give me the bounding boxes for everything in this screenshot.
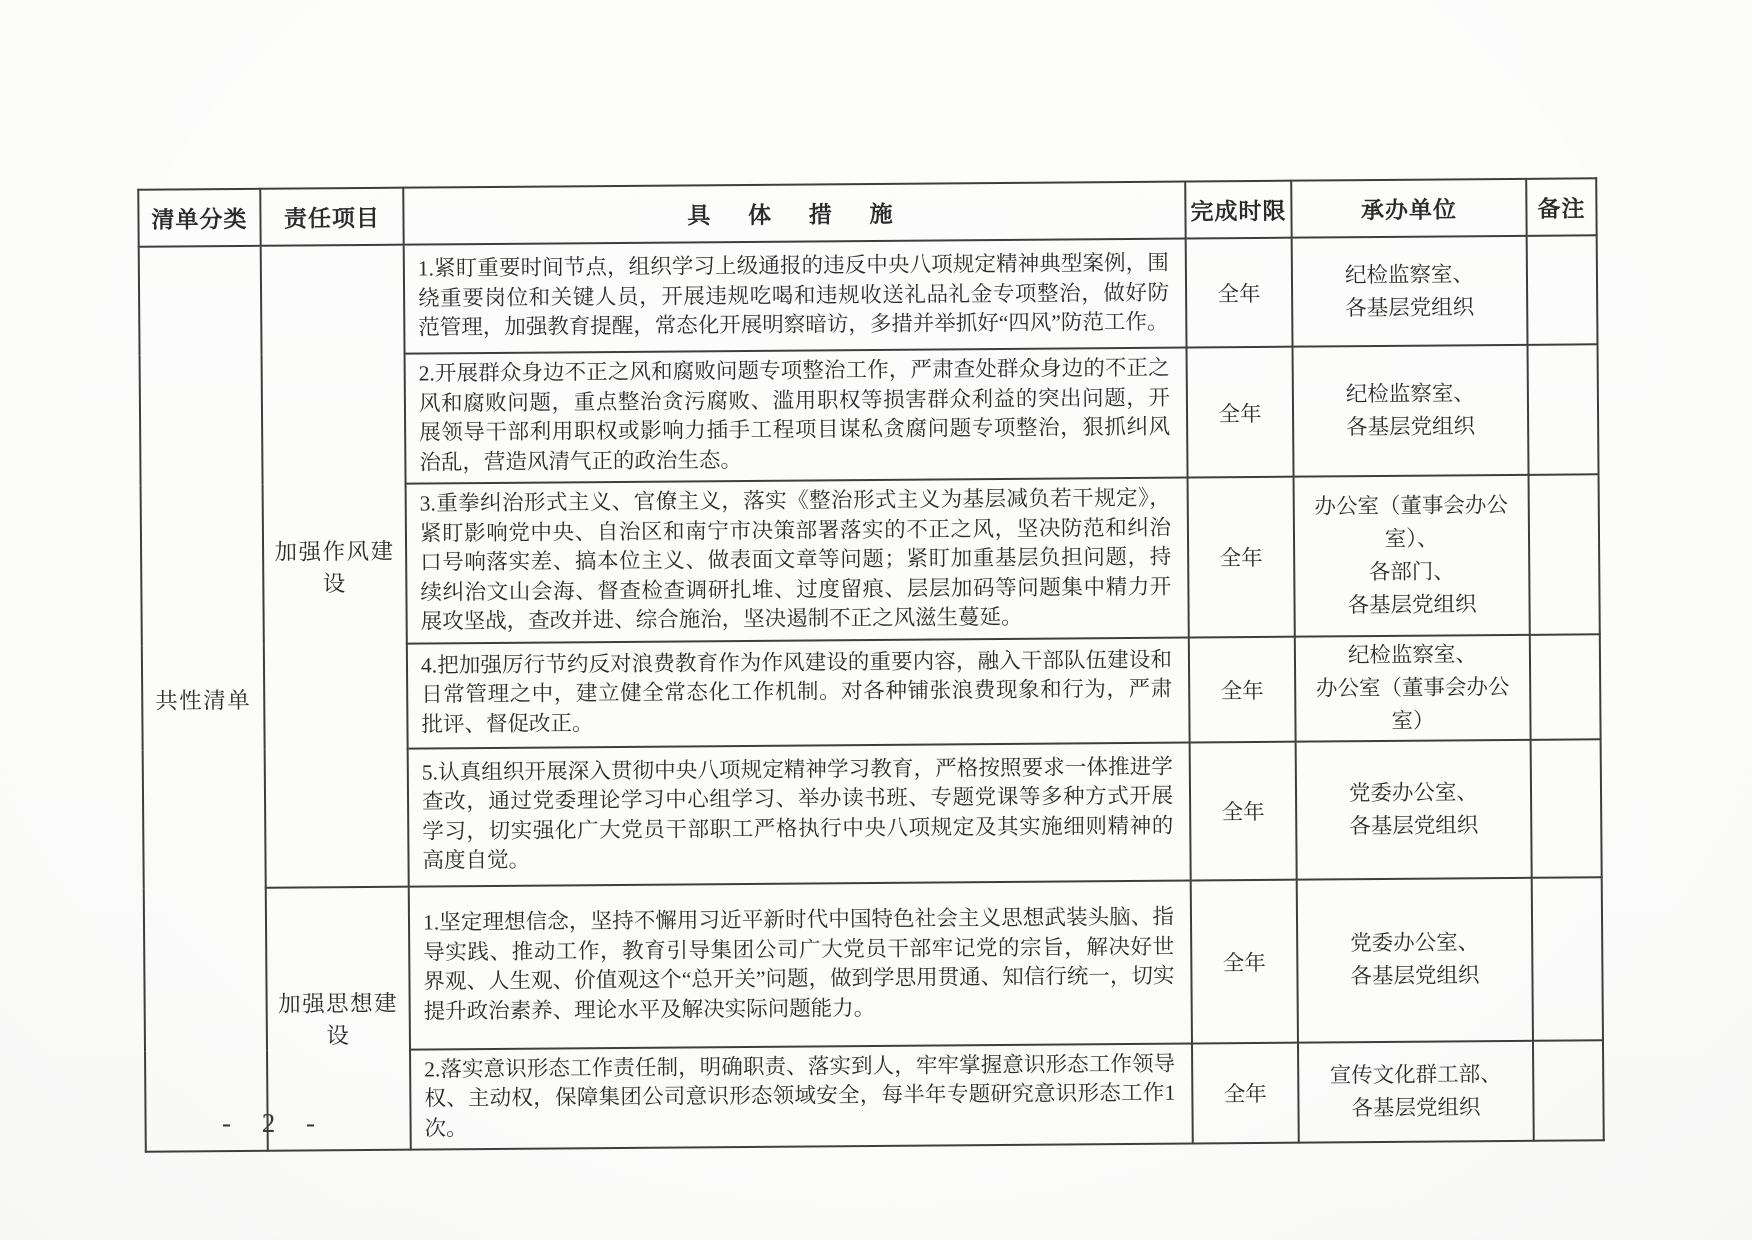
unit-cell: 办公室（董事会办公室）、 各部门、 各基层党组织 [1294, 475, 1530, 636]
header-category: 清单分类 [138, 189, 260, 247]
remark-cell [1527, 235, 1598, 345]
remark-cell [1528, 344, 1599, 475]
project-cell-ideology: 加强思想建设 [266, 886, 411, 1151]
measure-cell: 1.坚定理想信念，坚持不懈用习近平新时代中国特色社会主义思想武装头脑、指导实践、推动工作，教育引导集团公司广大党员干部牢记党的宗旨，解决好世界观、人生观、价值观这个“总开关”问题，做到学思用贯通、知信行统一，切实提升政治素养、理论水平及解决实际问题能力。 [409, 880, 1192, 1049]
header-unit: 承办单位 [1291, 179, 1526, 238]
remark-cell [1531, 739, 1602, 878]
deadline-cell: 全年 [1190, 741, 1297, 880]
remark-cell [1530, 634, 1601, 740]
header-measures: 具 体 措 施 [403, 182, 1185, 245]
deadline-cell: 全年 [1187, 347, 1294, 478]
scanned-table-area [137, 177, 1605, 1152]
remark-cell [1529, 474, 1600, 634]
measure-cell: 4.把加强厉行节约反对浪费教育作为作风建设的重要内容，融入干部队伍建设和日常管理之中，建立健全常态化工作机制。对各种铺张浪费现象和行为，严肃批评、督促改正。 [407, 637, 1190, 748]
deadline-cell: 全年 [1192, 1042, 1299, 1143]
table-row [144, 877, 1603, 1051]
measure-cell: 3.重拳纠治形式主义、官僚主义，落实《整治形式主义为基层减负若干规定》，紧盯影响党中央、自治区和南宁市决策部署落实的不正之风，坚决防范和纠治口号响落实差、搞本位主义、做表面文章等问题；紧盯加重基层负担问题，持续纠治文山会海、督查检查调研扎堆、过度留痕、层层加码等问题集中精力开展攻坚战，查改并进、综合施治，坚决遏制不正之风滋生蔓延。 [406, 478, 1189, 644]
remark-cell [1532, 877, 1603, 1041]
measure-cell: 2.落实意识形态工作责任制，明确职责、落实到人，牢牢掌握意识形态工作领导权、主动权，保障集团公司意识形态领域安全，每半年专题研究意识形态工作1次。 [410, 1043, 1193, 1150]
measure-cell: 2.开展群众身边不正之风和腐败问题专项整治工作，严肃查处群众身边的不正之风和腐败问题，重点整治贪污腐败、滥用职权等损害群众利益的突出问题，开展领导干部利用职权或影响力插手工程项目谋私贪腐问题专项整治，狠抓纠风治乱，营造风清气正的政治生态。 [405, 348, 1188, 484]
deadline-cell: 全年 [1191, 879, 1298, 1043]
unit-cell: 党委办公室、 各基层党组织 [1297, 877, 1533, 1042]
deadline-cell: 全年 [1186, 238, 1293, 348]
page-number: - 2 - [222, 1108, 327, 1138]
remark-cell [1533, 1040, 1604, 1141]
deadline-cell: 全年 [1188, 477, 1295, 637]
unit-cell: 纪检监察室、 办公室（董事会办公室） [1295, 634, 1531, 741]
unit-cell: 党委办公室、 各基层党组织 [1296, 739, 1532, 879]
measure-cell: 1.紧盯重要时间节点，组织学习上级通报的违反中央八项规定精神典型案例，围绕重要岗位和关键人员，开展违规吃喝和违规收送礼品礼金专项整治，做好防范管理，加强教育提醒，常态化开展明察暗访，多措并举抓好“四风”防范工作。 [404, 239, 1187, 354]
deadline-cell: 全年 [1189, 636, 1296, 742]
header-deadline: 完成时限 [1185, 181, 1291, 239]
category-cell: 共性清单 [139, 246, 268, 1152]
responsibility-checklist-table [137, 177, 1605, 1152]
unit-cell: 宣传文化群工部、 各基层党组织 [1298, 1040, 1534, 1142]
unit-cell: 纪检监察室、 各基层党组织 [1292, 236, 1528, 347]
header-remark: 备注 [1526, 178, 1596, 236]
unit-cell: 纪检监察室、 各基层党组织 [1293, 345, 1529, 477]
project-cell-workstyle: 加强作风建设 [261, 245, 409, 888]
table-row [139, 235, 1598, 355]
measure-cell: 5.认真组织开展深入贯彻中央八项规定精神学习教育，严格按照要求一体推进学查改，通过党委理论学习中心组学习、举办读书班、专题党课等多种方式开展学习，切实强化广大党员干部职工严格执行中央八项规定及其实施细则精神的高度自觉。 [408, 742, 1191, 886]
header-project: 责任项目 [260, 188, 403, 246]
